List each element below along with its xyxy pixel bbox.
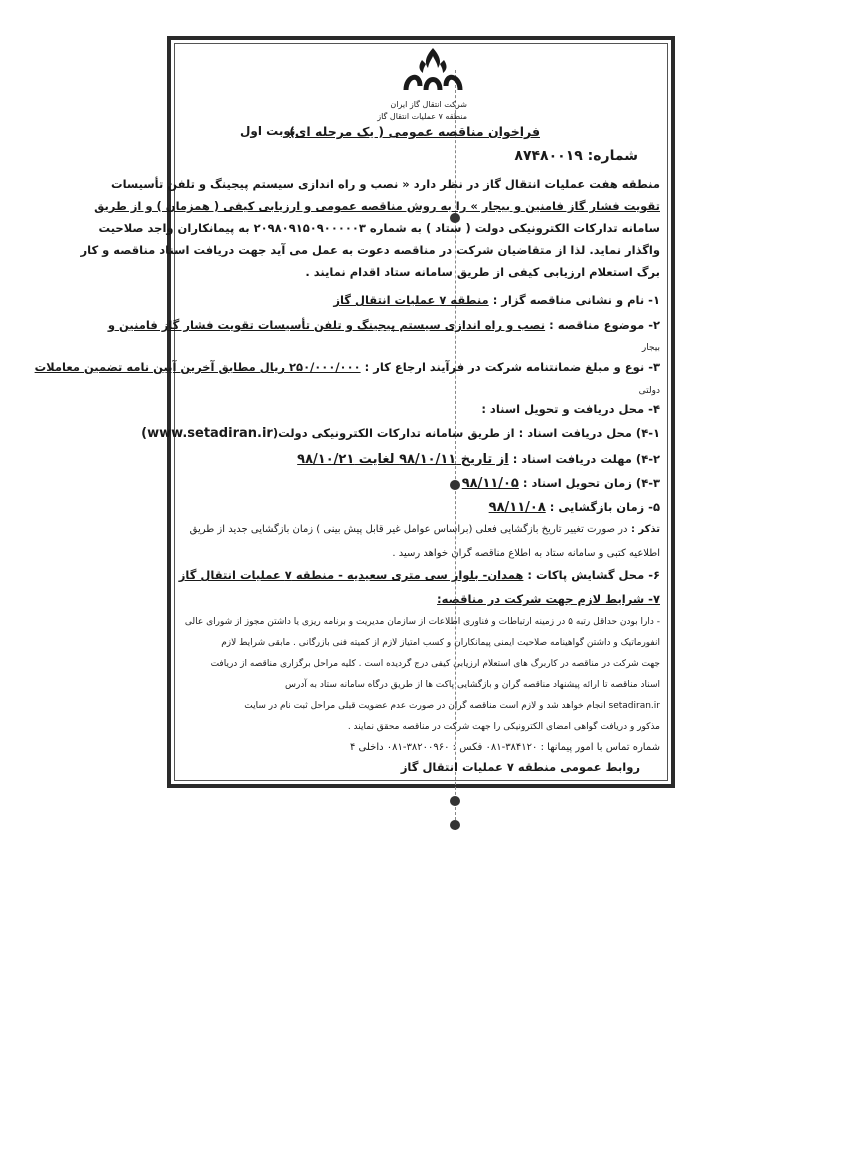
signature: روابط عمومی منطقه ۷ عملیات انتقال گاز (400, 760, 640, 774)
intro-line: واگذار نماید. لذا از متقاضیان شرکت در مناقصه دعوت به عمل می آید جهت دریافت اسناد مناقصه و کار (80, 243, 660, 257)
item-3-cont: دولتی (638, 386, 660, 396)
item-7: ۷- شرایط لازم جهت شرکت در مناقصه: (437, 592, 660, 606)
item-4: ۴- محل دریافت و تحویل اسناد : (481, 402, 660, 416)
condition-line: انفورماتیک و داشتن گواهینامه صلاحیت ایمنی پیمانکاران و کسب امتیاز لازم از کمیته فنی بازرگانی . مابقی شرایط لازم (221, 638, 660, 648)
condition-line: - دارا بودن حداقل رتبه ۵ در زمینه ارتباطات و فناوری اطلاعات از سازمان مدیریت و برنامه ریزی یا داشتن مجوز از شورای عالی (184, 617, 660, 627)
condition-line: جهت شرکت در مناقصه در کاربرگ های استعلام ارزیابی کیفی درج گردیده است . کلیه مراحل برگزاری مناقصه از دریافت (210, 659, 660, 669)
setad-url: www.setadiran.ir (147, 426, 273, 441)
item-2-cont: بیجار (641, 343, 660, 353)
item-2: ۲- موضوع مناقصه : نصب و راه اندازی سیستم پیجینگ و تلفن تأسیسات تقویت فشار گاز فامنین و (107, 318, 660, 332)
document-title: فراخوان مناقصه عمومی ( یک مرحله ای) (289, 124, 540, 139)
intro-line: برگ استعلام ارزیابی کیفی از طریق سامانه ستاد اقدام نمایند . (305, 265, 660, 279)
condition-line: اسناد مناقصه تا ارائه پیشنهاد مناقصه گران و بازگشایی پاکت ها از طریق درگاه سامانه ستاد به آدرس (284, 680, 660, 690)
item-1: ۱- نام و نشانی مناقصه گزار : منطقه ۷ عملیات انتقال گاز (333, 293, 660, 307)
note: تذکر : در صورت تغییر تاریخ بازگشایی فعلی (براساس عوامل غیر قابل پیش بینی ) زمان بازگشایی جدید از طریق (189, 524, 660, 535)
tender-number: شماره: ۸۷۴۸۰۰۱۹ (514, 148, 638, 164)
punch-hole (450, 820, 460, 830)
contact-line: شماره تماس با امور پیمانها : ۳۸۴۱۲۰-۰۸۱ فکس : ۳۸۲۰۰۹۶۰-۰۸۱ داخلی ۴ (349, 742, 660, 753)
item-5: ۵- زمان بازگشایی : ۹۸/۱۱/۰۸ (488, 500, 660, 515)
intro-line: منطقه هفت عملیات انتقال گاز در نظر دارد « نصب و راه اندازی سیستم پیجینگ و تلفن تأسیسات (111, 177, 660, 191)
item-3: ۳- نوع و مبلغ ضمانتنامه شرکت در فرآیند ارجاع کار : ۲۵۰/۰۰۰/۰۰۰ ریال مطابق آخرین آیین نامه تضمین معاملات (34, 360, 660, 374)
intro-line: سامانه تدارکات الکترونیکی دولت ( ستاد ) به شماره ۲۰۹۸۰۹۱۵۰۹۰۰۰۰۰۳ به پیمانکاران واجد صلاحیت (98, 221, 660, 235)
punch-hole (450, 796, 460, 806)
setad-url-2: setadiran.ir (608, 701, 660, 711)
item-6: ۶- محل گشایش پاکات : همدان- بلوار سی متری سعیدیه - منطقه ۷ عملیات انتقال گاز (178, 568, 660, 582)
note-cont: اطلاعیه کتبی و سامانه ستاد به اطلاع مناقصه گران خواهد رسید . (392, 548, 660, 559)
gas-company-logo-icon (398, 46, 468, 96)
condition-line: setadiran.ir انجام خواهد شد و لازم است مناقصه گران در صورت عدم عضویت قبلی مراحل ثبت نام در سایت (244, 701, 660, 711)
company-name: شرکت انتقال گاز ایران منطقه ۷ عملیات انتقال گاز (377, 100, 467, 121)
item-4-1: ۴-۱) محل دریافت اسناد : از طریق سامانه تدارکات الکترونیکی دولت(www.setadiran.ir) (141, 426, 660, 441)
item-4-2: ۴-۲) مهلت دریافت اسناد : از تاریخ ۹۸/۱۰/۱۱ لغایت ۹۸/۱۰/۲۱ (297, 452, 660, 467)
title-row (180, 124, 650, 144)
intro-line: تقویت فشار گاز فامنین و بیجار » را به روش مناقصه عمومی و ارزیابی کیفی ( همزمان ) و از طریق (94, 199, 660, 213)
item-4-3: ۴-۳) زمان تحویل اسناد : ۹۸/۱۱/۰۵ (461, 476, 660, 491)
turn-label: نوبت اول (240, 124, 296, 138)
condition-line: مذکور و دریافت گواهی امضای الکترونیکی را جهت شرکت در مناقصه محقق نمایند . (347, 722, 660, 732)
